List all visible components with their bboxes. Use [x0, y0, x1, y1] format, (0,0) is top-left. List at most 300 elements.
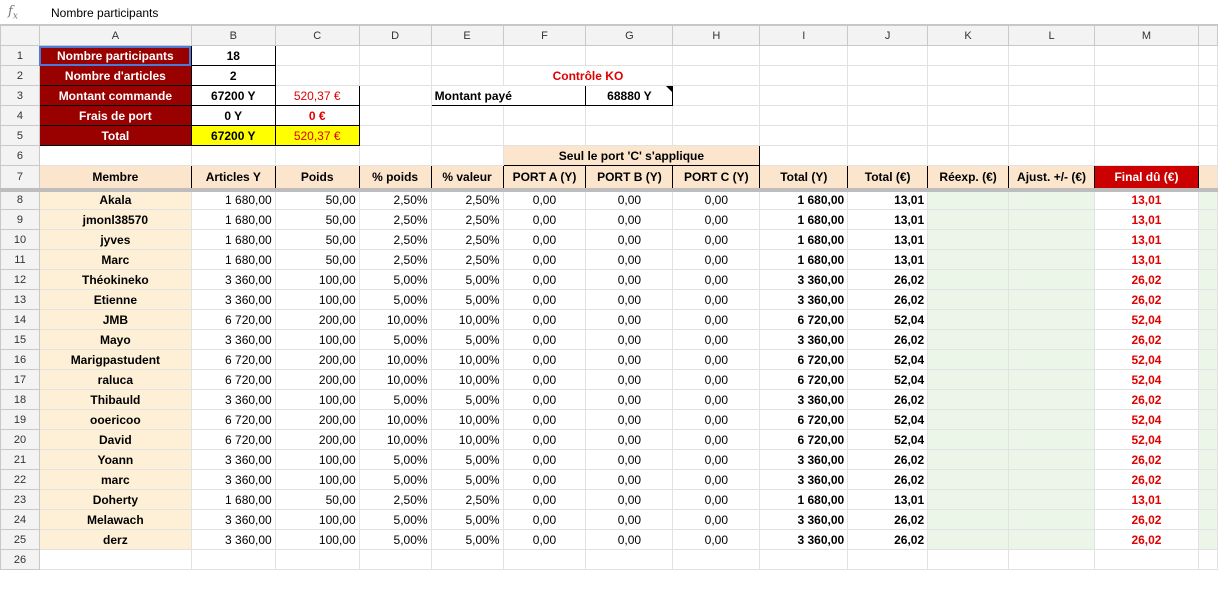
port-b-cell[interactable]: 0,00	[586, 530, 673, 550]
port-c-cell[interactable]: 0,00	[673, 510, 760, 530]
member-name-cell[interactable]: Yoann	[39, 450, 191, 470]
total-y-cell[interactable]: 1 680,00	[760, 490, 848, 510]
pct-poids-cell[interactable]: 10,00%	[359, 430, 431, 450]
reexp-cell[interactable]	[928, 410, 1009, 430]
total-eur-cell[interactable]: 52,04	[848, 350, 928, 370]
total-y-cell[interactable]: 6 720,00	[760, 430, 848, 450]
port-a-cell[interactable]: 0,00	[503, 290, 586, 310]
pct-valeur-cell[interactable]: 5,00%	[431, 530, 503, 550]
pct-valeur-cell[interactable]: 2,50%	[431, 250, 503, 270]
cell[interactable]	[1198, 430, 1217, 450]
reexp-cell[interactable]	[928, 430, 1009, 450]
cell[interactable]	[1198, 350, 1217, 370]
cell[interactable]	[431, 46, 503, 66]
port-b-cell[interactable]: 0,00	[586, 430, 673, 450]
member-name-cell[interactable]: David	[39, 430, 191, 450]
cell[interactable]	[1009, 66, 1095, 86]
reexp-cell[interactable]	[928, 230, 1009, 250]
port-b-cell[interactable]: 0,00	[586, 210, 673, 230]
column-header-e[interactable]: E	[431, 26, 503, 46]
row-header[interactable]: 19	[1, 410, 40, 430]
port-a-cell[interactable]: 0,00	[503, 490, 586, 510]
member-name-cell[interactable]: Akala	[39, 190, 191, 210]
cell[interactable]	[1198, 106, 1217, 126]
port-c-cell[interactable]: 0,00	[673, 390, 760, 410]
corner-cell[interactable]	[1, 26, 40, 46]
articles-cell[interactable]: 3 360,00	[191, 330, 275, 350]
pct-valeur-cell[interactable]: 5,00%	[431, 510, 503, 530]
pct-poids-cell[interactable]: 2,50%	[359, 190, 431, 210]
ajust-cell[interactable]	[1009, 210, 1095, 230]
final-du-cell[interactable]: 13,01	[1095, 190, 1199, 210]
cell[interactable]	[359, 86, 431, 106]
cell[interactable]	[359, 106, 431, 126]
ajust-cell[interactable]	[1009, 270, 1095, 290]
cell[interactable]	[673, 46, 760, 66]
poids-cell[interactable]: 50,00	[275, 210, 359, 230]
poids-cell[interactable]: 50,00	[275, 190, 359, 210]
total-eur-cell[interactable]: 26,02	[848, 470, 928, 490]
port-a-cell[interactable]: 0,00	[503, 410, 586, 430]
port-b-cell[interactable]: 0,00	[586, 290, 673, 310]
row-header[interactable]: 20	[1, 430, 40, 450]
total-eur-cell[interactable]: 13,01	[848, 190, 928, 210]
cell[interactable]	[760, 46, 848, 66]
row-header[interactable]: 14	[1, 310, 40, 330]
row-header[interactable]: 10	[1, 230, 40, 250]
cell[interactable]	[1095, 106, 1199, 126]
cell[interactable]	[673, 106, 760, 126]
ajust-cell[interactable]	[1009, 370, 1095, 390]
cell[interactable]	[1198, 230, 1217, 250]
ajust-cell[interactable]	[1009, 190, 1095, 210]
reexp-cell[interactable]	[928, 350, 1009, 370]
column-header-c[interactable]: C	[275, 26, 359, 46]
ajust-cell[interactable]	[1009, 490, 1095, 510]
header-poids[interactable]: Poids	[275, 166, 359, 190]
total-eur-cell[interactable]: 13,01	[848, 210, 928, 230]
row-header[interactable]: 13	[1, 290, 40, 310]
total-y-cell[interactable]: 3 360,00	[760, 290, 848, 310]
row-header[interactable]: 3	[1, 86, 40, 106]
articles-cell[interactable]: 1 680,00	[191, 250, 275, 270]
port-a-cell[interactable]: 0,00	[503, 210, 586, 230]
cell[interactable]	[1198, 390, 1217, 410]
pct-valeur-cell[interactable]: 5,00%	[431, 470, 503, 490]
total-eur-cell[interactable]: 26,02	[848, 330, 928, 350]
header-total-y[interactable]: Total (Y)	[760, 166, 848, 190]
montant-label-cell[interactable]: Montant commande	[39, 86, 191, 106]
member-name-cell[interactable]: jmonl38570	[39, 210, 191, 230]
total-y-cell[interactable]: 1 680,00	[760, 250, 848, 270]
total-y-cell[interactable]: 67200 Y	[191, 126, 275, 146]
ajust-cell[interactable]	[1009, 410, 1095, 430]
cell[interactable]	[1198, 470, 1217, 490]
total-y-cell[interactable]: 3 360,00	[760, 470, 848, 490]
pct-valeur-cell[interactable]: 10,00%	[431, 350, 503, 370]
member-name-cell[interactable]: Mayo	[39, 330, 191, 350]
port-c-cell[interactable]: 0,00	[673, 370, 760, 390]
column-header-a[interactable]: A	[39, 26, 191, 46]
articles-cell[interactable]: 6 720,00	[191, 350, 275, 370]
pct-poids-cell[interactable]: 2,50%	[359, 250, 431, 270]
total-eur-cell[interactable]: 13,01	[848, 250, 928, 270]
total-eur-cell[interactable]: 13,01	[848, 490, 928, 510]
port-a-cell[interactable]: 0,00	[503, 270, 586, 290]
port-c-cell[interactable]: 0,00	[673, 410, 760, 430]
member-name-cell[interactable]: Thibauld	[39, 390, 191, 410]
cell[interactable]	[359, 66, 431, 86]
port-c-cell[interactable]: 0,00	[673, 350, 760, 370]
port-a-cell[interactable]: 0,00	[503, 450, 586, 470]
port-c-cell[interactable]: 0,00	[673, 470, 760, 490]
cell[interactable]	[1009, 86, 1095, 106]
articles-cell[interactable]: 3 360,00	[191, 510, 275, 530]
total-eur-cell[interactable]: 26,02	[848, 450, 928, 470]
final-du-cell[interactable]: 26,02	[1095, 390, 1199, 410]
final-du-cell[interactable]: 26,02	[1095, 270, 1199, 290]
cell[interactable]	[1198, 530, 1217, 550]
cell[interactable]	[1198, 66, 1217, 86]
row-header[interactable]: 1	[1, 46, 40, 66]
cell[interactable]	[431, 106, 503, 126]
header-port-a[interactable]: PORT A (Y)	[503, 166, 586, 190]
reexp-cell[interactable]	[928, 310, 1009, 330]
port-a-cell[interactable]: 0,00	[503, 530, 586, 550]
cell[interactable]	[673, 550, 760, 570]
cell[interactable]	[760, 106, 848, 126]
ajust-cell[interactable]	[1009, 330, 1095, 350]
cell[interactable]	[1095, 66, 1199, 86]
pct-valeur-cell[interactable]: 5,00%	[431, 330, 503, 350]
pct-valeur-cell[interactable]: 2,50%	[431, 210, 503, 230]
cell[interactable]	[1198, 146, 1217, 166]
port-a-cell[interactable]: 0,00	[503, 370, 586, 390]
cell[interactable]	[848, 106, 928, 126]
total-eur-cell[interactable]: 52,04	[848, 430, 928, 450]
poids-cell[interactable]: 100,00	[275, 330, 359, 350]
port-b-cell[interactable]: 0,00	[586, 470, 673, 490]
row-header[interactable]: 7	[1, 166, 40, 190]
member-name-cell[interactable]: JMB	[39, 310, 191, 330]
cell[interactable]	[1198, 250, 1217, 270]
final-du-cell[interactable]: 52,04	[1095, 350, 1199, 370]
total-eur-cell[interactable]: 520,37 €	[275, 126, 359, 146]
total-eur-cell[interactable]: 26,02	[848, 390, 928, 410]
member-name-cell[interactable]: Doherty	[39, 490, 191, 510]
articles-value-cell[interactable]: 2	[191, 66, 275, 86]
reexp-cell[interactable]	[928, 530, 1009, 550]
row-header[interactable]: 18	[1, 390, 40, 410]
port-b-cell[interactable]: 0,00	[586, 510, 673, 530]
reexp-cell[interactable]	[928, 450, 1009, 470]
final-du-cell[interactable]: 13,01	[1095, 490, 1199, 510]
ajust-cell[interactable]	[1009, 470, 1095, 490]
total-y-cell[interactable]: 3 360,00	[760, 390, 848, 410]
cell[interactable]	[1198, 310, 1217, 330]
pct-valeur-cell[interactable]: 5,00%	[431, 290, 503, 310]
port-c-cell[interactable]: 0,00	[673, 450, 760, 470]
header-pct-valeur[interactable]: % valeur	[431, 166, 503, 190]
cell[interactable]	[39, 146, 191, 166]
row-header[interactable]: 25	[1, 530, 40, 550]
cell[interactable]	[586, 106, 673, 126]
montant-eur-cell[interactable]: 520,37 €	[275, 86, 359, 106]
cell[interactable]	[503, 126, 586, 146]
total-y-cell[interactable]: 3 360,00	[760, 270, 848, 290]
total-eur-cell[interactable]: 52,04	[848, 310, 928, 330]
cell[interactable]	[586, 46, 673, 66]
poids-cell[interactable]: 200,00	[275, 370, 359, 390]
cell[interactable]	[503, 46, 586, 66]
port-c-cell[interactable]: 0,00	[673, 430, 760, 450]
member-name-cell[interactable]: marc	[39, 470, 191, 490]
controle-status-cell[interactable]: Contrôle KO	[503, 66, 673, 86]
pct-valeur-cell[interactable]: 2,50%	[431, 230, 503, 250]
cell[interactable]	[359, 126, 431, 146]
row-header[interactable]: 21	[1, 450, 40, 470]
cell[interactable]	[275, 550, 359, 570]
total-y-cell[interactable]: 1 680,00	[760, 230, 848, 250]
articles-cell[interactable]: 3 360,00	[191, 270, 275, 290]
reexp-cell[interactable]	[928, 330, 1009, 350]
port-b-cell[interactable]: 0,00	[586, 350, 673, 370]
pct-poids-cell[interactable]: 5,00%	[359, 530, 431, 550]
port-a-cell[interactable]: 0,00	[503, 430, 586, 450]
cell[interactable]	[760, 550, 848, 570]
poids-cell[interactable]: 100,00	[275, 290, 359, 310]
cell[interactable]	[431, 550, 503, 570]
member-name-cell[interactable]: Melawach	[39, 510, 191, 530]
cell[interactable]	[673, 66, 760, 86]
articles-cell[interactable]: 3 360,00	[191, 530, 275, 550]
cell[interactable]	[1095, 126, 1199, 146]
total-eur-cell[interactable]: 26,02	[848, 290, 928, 310]
column-header-b[interactable]: B	[191, 26, 275, 46]
articles-cell[interactable]: 6 720,00	[191, 430, 275, 450]
pct-valeur-cell[interactable]: 5,00%	[431, 450, 503, 470]
cell[interactable]	[1009, 126, 1095, 146]
cell[interactable]	[848, 66, 928, 86]
ajust-cell[interactable]	[1009, 350, 1095, 370]
montant-paye-value-cell[interactable]	[586, 86, 673, 106]
header-membre[interactable]: Membre	[39, 166, 191, 190]
header-total-eur[interactable]: Total (€)	[848, 166, 928, 190]
poids-cell[interactable]: 200,00	[275, 310, 359, 330]
cell[interactable]	[275, 146, 359, 166]
ajust-cell[interactable]	[1009, 290, 1095, 310]
poids-cell[interactable]: 100,00	[275, 470, 359, 490]
cell[interactable]	[191, 550, 275, 570]
pct-poids-cell[interactable]: 2,50%	[359, 490, 431, 510]
member-name-cell[interactable]: Théokineko	[39, 270, 191, 290]
header-port-b[interactable]: PORT B (Y)	[586, 166, 673, 190]
pct-valeur-cell[interactable]: 10,00%	[431, 370, 503, 390]
port-a-cell[interactable]: 0,00	[503, 510, 586, 530]
articles-cell[interactable]: 3 360,00	[191, 390, 275, 410]
cell[interactable]	[848, 146, 928, 166]
port-b-cell[interactable]: 0,00	[586, 250, 673, 270]
header-final-du[interactable]: Final dû (€)	[1095, 166, 1199, 190]
cell[interactable]	[1009, 550, 1095, 570]
pct-poids-cell[interactable]: 5,00%	[359, 450, 431, 470]
articles-cell[interactable]: 3 360,00	[191, 450, 275, 470]
total-y-cell[interactable]: 6 720,00	[760, 350, 848, 370]
member-name-cell[interactable]: Marc	[39, 250, 191, 270]
cell[interactable]	[1198, 550, 1217, 570]
ajust-cell[interactable]	[1009, 430, 1095, 450]
articles-label-cell[interactable]: Nombre d'articles	[39, 66, 191, 86]
port-b-cell[interactable]: 0,00	[586, 230, 673, 250]
port-a-cell[interactable]: 0,00	[503, 470, 586, 490]
port-a-cell[interactable]: 0,00	[503, 230, 586, 250]
frais-label-cell[interactable]: Frais de port	[39, 106, 191, 126]
cell[interactable]	[848, 126, 928, 146]
reexp-cell[interactable]	[928, 290, 1009, 310]
pct-poids-cell[interactable]: 10,00%	[359, 410, 431, 430]
poids-cell[interactable]: 200,00	[275, 350, 359, 370]
port-c-cell[interactable]: 0,00	[673, 330, 760, 350]
pct-poids-cell[interactable]: 10,00%	[359, 310, 431, 330]
ajust-cell[interactable]	[1009, 510, 1095, 530]
row-header[interactable]: 12	[1, 270, 40, 290]
port-c-cell[interactable]: 0,00	[673, 190, 760, 210]
articles-cell[interactable]: 3 360,00	[191, 290, 275, 310]
total-eur-cell[interactable]: 26,02	[848, 510, 928, 530]
articles-cell[interactable]: 6 720,00	[191, 370, 275, 390]
frais-eur-cell[interactable]: 0 €	[275, 106, 359, 126]
formula-bar[interactable]	[0, 0, 1218, 25]
column-header-k[interactable]: K	[928, 26, 1009, 46]
formula-bar-content[interactable]: Nombre participants	[51, 6, 159, 20]
articles-cell[interactable]: 3 360,00	[191, 470, 275, 490]
port-b-cell[interactable]: 0,00	[586, 370, 673, 390]
column-header-n[interactable]	[1198, 26, 1217, 46]
reexp-cell[interactable]	[928, 510, 1009, 530]
pct-valeur-cell[interactable]: 5,00%	[431, 390, 503, 410]
cell[interactable]	[1198, 370, 1217, 390]
cell[interactable]	[1198, 210, 1217, 230]
poids-cell[interactable]: 100,00	[275, 450, 359, 470]
final-du-cell[interactable]: 13,01	[1095, 230, 1199, 250]
port-c-cell[interactable]: 0,00	[673, 530, 760, 550]
cell[interactable]	[760, 126, 848, 146]
final-du-cell[interactable]: 13,01	[1095, 210, 1199, 230]
final-du-cell[interactable]: 26,02	[1095, 330, 1199, 350]
cell[interactable]	[359, 46, 431, 66]
reexp-cell[interactable]	[928, 390, 1009, 410]
port-b-cell[interactable]: 0,00	[586, 310, 673, 330]
cell[interactable]	[928, 66, 1009, 86]
total-eur-cell[interactable]: 52,04	[848, 370, 928, 390]
articles-cell[interactable]: 1 680,00	[191, 230, 275, 250]
header-pct-poids[interactable]: % poids	[359, 166, 431, 190]
row-header[interactable]: 2	[1, 66, 40, 86]
total-y-cell[interactable]: 3 360,00	[760, 450, 848, 470]
reexp-cell[interactable]	[928, 250, 1009, 270]
cell[interactable]	[1198, 490, 1217, 510]
column-header-i[interactable]: I	[760, 26, 848, 46]
cell[interactable]	[503, 550, 586, 570]
pct-valeur-cell[interactable]: 10,00%	[431, 410, 503, 430]
cell[interactable]	[1198, 190, 1217, 210]
cell[interactable]	[848, 46, 928, 66]
member-name-cell[interactable]: raluca	[39, 370, 191, 390]
cell[interactable]	[1198, 330, 1217, 350]
row-header[interactable]: 17	[1, 370, 40, 390]
poids-cell[interactable]: 100,00	[275, 510, 359, 530]
cell[interactable]	[673, 126, 760, 146]
pct-poids-cell[interactable]: 5,00%	[359, 390, 431, 410]
frais-y-cell[interactable]: 0 Y	[191, 106, 275, 126]
poids-cell[interactable]: 100,00	[275, 530, 359, 550]
reexp-cell[interactable]	[928, 470, 1009, 490]
total-label-cell[interactable]: Total	[39, 126, 191, 146]
port-b-cell[interactable]: 0,00	[586, 390, 673, 410]
port-c-cell[interactable]: 0,00	[673, 310, 760, 330]
cell[interactable]	[359, 550, 431, 570]
cell[interactable]	[1009, 106, 1095, 126]
cell[interactable]	[1198, 410, 1217, 430]
port-a-cell[interactable]: 0,00	[503, 310, 586, 330]
port-c-cell[interactable]: 0,00	[673, 250, 760, 270]
total-y-cell[interactable]: 3 360,00	[760, 510, 848, 530]
cell[interactable]	[431, 146, 503, 166]
pct-poids-cell[interactable]: 5,00%	[359, 290, 431, 310]
ajust-cell[interactable]	[1009, 450, 1095, 470]
reexp-cell[interactable]	[928, 490, 1009, 510]
pct-poids-cell[interactable]: 5,00%	[359, 270, 431, 290]
poids-cell[interactable]: 50,00	[275, 490, 359, 510]
pct-poids-cell[interactable]: 5,00%	[359, 330, 431, 350]
final-du-cell[interactable]: 52,04	[1095, 430, 1199, 450]
column-header-h[interactable]: H	[673, 26, 760, 46]
pct-valeur-cell[interactable]: 2,50%	[431, 190, 503, 210]
row-header[interactable]: 22	[1, 470, 40, 490]
cell[interactable]	[1198, 46, 1217, 66]
column-header-g[interactable]: G	[586, 26, 673, 46]
poids-cell[interactable]: 100,00	[275, 390, 359, 410]
member-name-cell[interactable]: ooericoo	[39, 410, 191, 430]
port-a-cell[interactable]: 0,00	[503, 390, 586, 410]
cell[interactable]	[431, 126, 503, 146]
cell[interactable]	[928, 550, 1009, 570]
cell[interactable]	[275, 46, 359, 66]
port-c-cell[interactable]: 0,00	[673, 230, 760, 250]
column-header-m[interactable]: M	[1095, 26, 1199, 46]
member-name-cell[interactable]: Etienne	[39, 290, 191, 310]
cell[interactable]	[848, 550, 928, 570]
cell[interactable]	[1095, 146, 1199, 166]
total-y-cell[interactable]: 6 720,00	[760, 370, 848, 390]
cell[interactable]	[760, 86, 848, 106]
cell[interactable]	[928, 46, 1009, 66]
port-b-cell[interactable]: 0,00	[586, 330, 673, 350]
port-a-cell[interactable]: 0,00	[503, 190, 586, 210]
montant-paye-label-cell[interactable]: Montant payé	[431, 86, 586, 106]
articles-cell[interactable]: 6 720,00	[191, 410, 275, 430]
cell[interactable]	[1198, 86, 1217, 106]
total-eur-cell[interactable]: 13,01	[848, 230, 928, 250]
cell[interactable]	[1198, 290, 1217, 310]
final-du-cell[interactable]: 26,02	[1095, 510, 1199, 530]
cell[interactable]	[359, 146, 431, 166]
row-header[interactable]: 4	[1, 106, 40, 126]
header-articles[interactable]: Articles Y	[191, 166, 275, 190]
row-header[interactable]: 24	[1, 510, 40, 530]
port-b-cell[interactable]: 0,00	[586, 270, 673, 290]
cell[interactable]	[1198, 270, 1217, 290]
